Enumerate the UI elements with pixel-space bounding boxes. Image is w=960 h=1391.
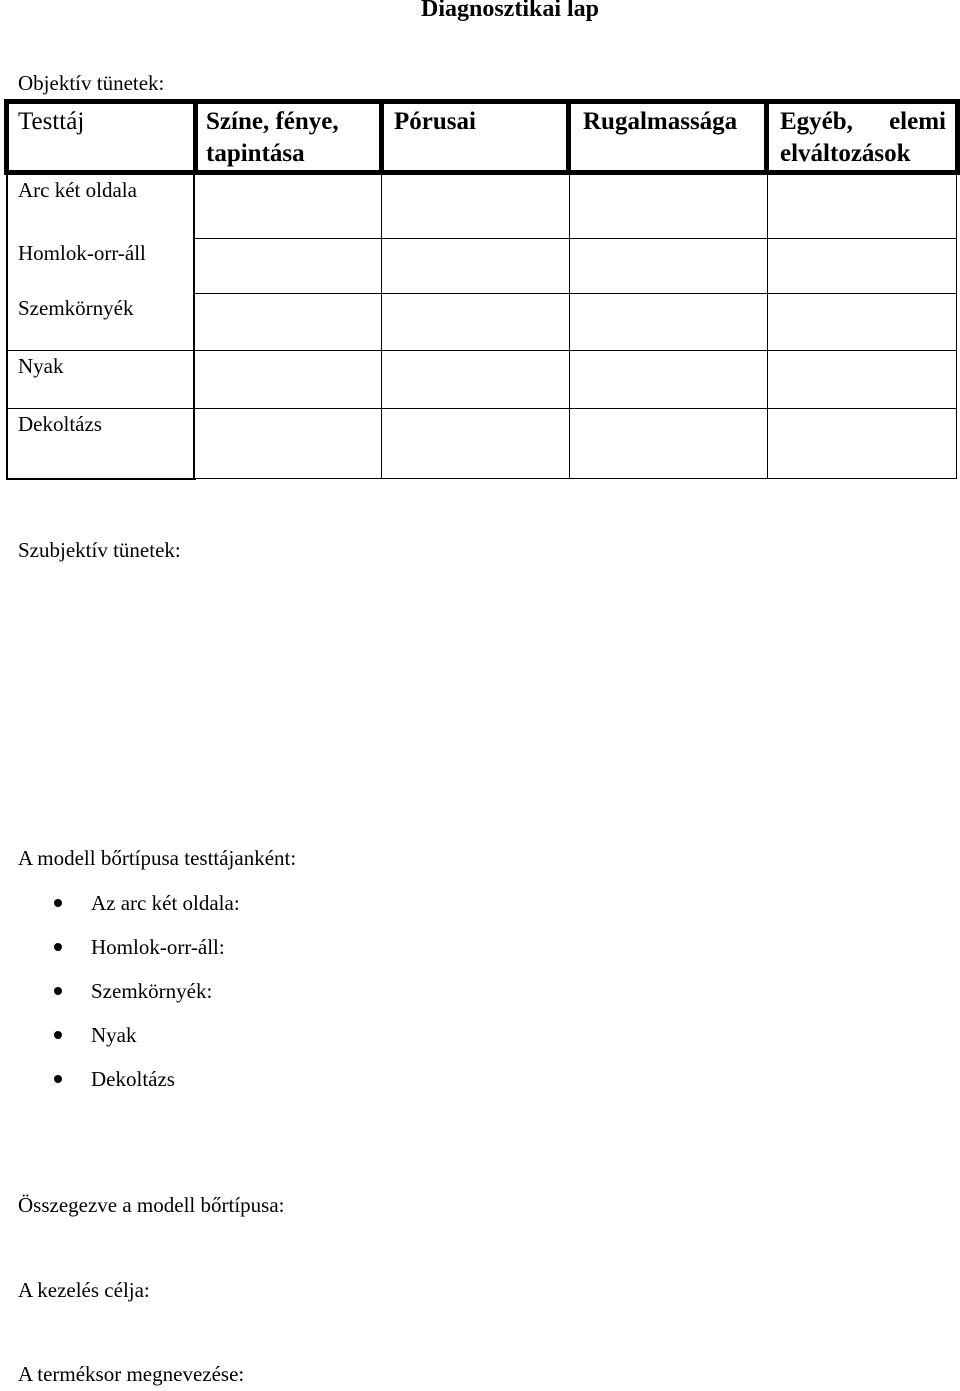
treatment-goal-label: A kezelés célja:: [18, 1278, 150, 1302]
table-border-left: [6, 175, 8, 480]
header-color-line2: tapintása: [206, 140, 305, 167]
list-item: Dekoltázs: [54, 1067, 175, 1092]
row-label-eye-area: Szemkörnyék: [18, 296, 134, 320]
table-border-top: [4, 99, 960, 104]
table-col-divider-2: [379, 99, 384, 175]
table-row-line: [193, 293, 957, 294]
bullet-icon: [54, 1075, 62, 1083]
subjective-symptoms-label: Szubjektív tünetek:: [18, 538, 181, 562]
table-border-right: [956, 175, 957, 479]
header-pores: Pórusai: [394, 108, 476, 135]
table-border-right-header: [955, 99, 960, 175]
table-col-divider-3: [566, 99, 571, 175]
table-border-left-header: [4, 99, 9, 175]
list-item: Nyak: [54, 1023, 137, 1048]
header-body-area: Testtáj: [18, 108, 85, 135]
table-col-line-4: [767, 175, 768, 479]
header-other-line1: Egyéb, elemi: [780, 108, 946, 135]
table-col-divider-1: [193, 99, 198, 175]
skin-type-label: A modell bőrtípusa testtájanként:: [18, 846, 297, 870]
list-item: Homlok-orr-áll:: [54, 935, 225, 960]
bullet-icon: [54, 943, 62, 951]
bullet-icon: [54, 987, 62, 995]
header-color-line1: Színe, fénye,: [206, 108, 339, 135]
table-col-line-2: [381, 175, 382, 479]
table-row-line: [6, 478, 196, 480]
row-label-cheeks: Arc két oldala: [18, 178, 137, 202]
row-label-neck: Nyak: [18, 354, 64, 378]
bullet-icon: [54, 1031, 62, 1039]
list-item: Szemkörnyék:: [54, 979, 212, 1004]
page-title: Diagnosztikai lap: [420, 0, 600, 22]
table-col-divider-4: [764, 99, 769, 175]
objective-symptoms-label: Objektív tünetek:: [18, 71, 165, 95]
table-row-line: [6, 350, 957, 351]
table-col-line-3: [569, 175, 570, 479]
product-line-label: A terméksor megnevezése:: [18, 1362, 245, 1386]
table-row-line: [193, 238, 957, 239]
list-item: Az arc két oldala:: [54, 891, 240, 916]
row-label-forehead-nose-chin: Homlok-orr-áll: [18, 241, 146, 265]
table-col-line-1: [193, 175, 195, 480]
summary-skin-type-label: Összegezve a modell bőrtípusa:: [18, 1193, 285, 1217]
table-row-line: [193, 478, 957, 479]
table-row-line: [6, 408, 957, 409]
row-label-decollete: Dekoltázs: [18, 412, 102, 436]
table-header-bottom-border: [4, 170, 960, 175]
bullet-icon: [54, 899, 62, 907]
header-elasticity: Rugalmassága: [583, 108, 738, 135]
header-other-line2: elváltozások: [780, 140, 911, 167]
